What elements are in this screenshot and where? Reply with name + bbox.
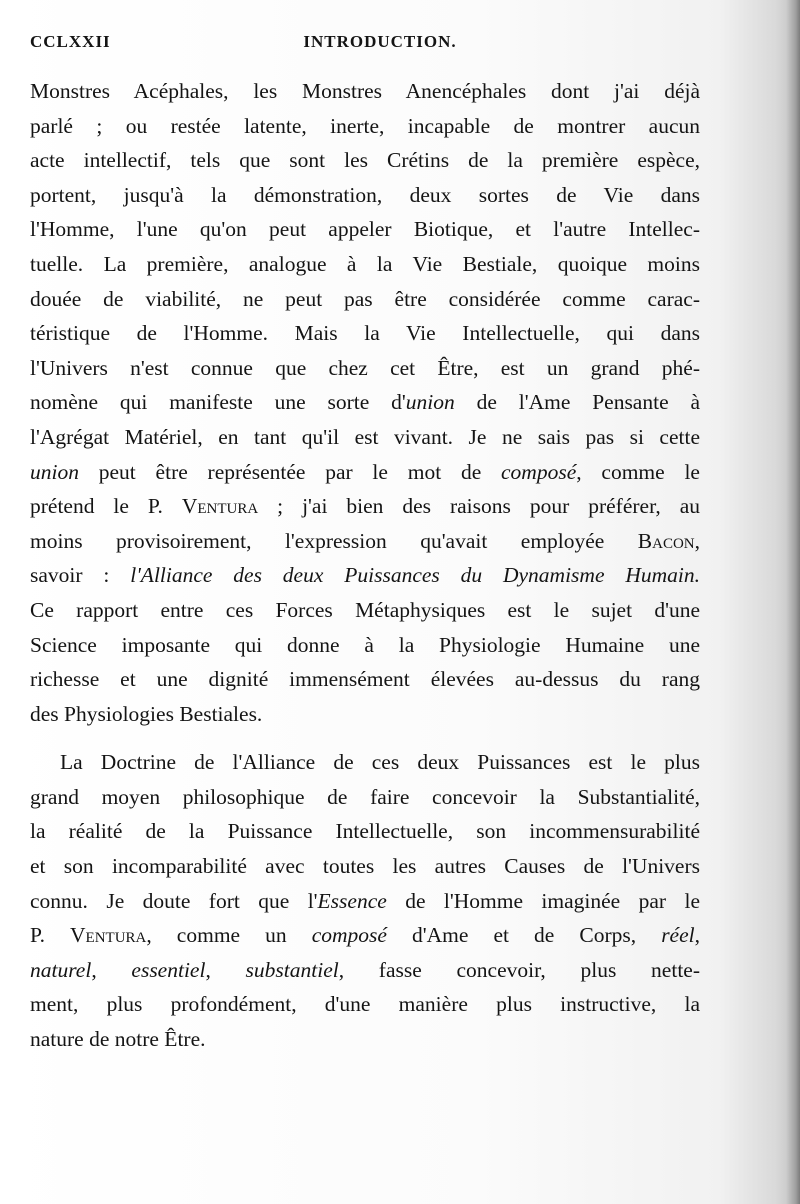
text-line bbox=[30, 455, 700, 490]
italic-run: substantiel bbox=[245, 957, 339, 982]
text-line: l'Homme, l'une qu'on peut appeler Biotique, et l'autre Intellec- bbox=[30, 217, 700, 242]
text-run: , comme le bbox=[576, 459, 700, 484]
paragraph-gap bbox=[30, 731, 700, 745]
text-line: La Doctrine de l'Alliance de ces deux Puissances est le plus bbox=[60, 750, 700, 775]
text-run: peut être représentée par le mot de bbox=[78, 459, 502, 484]
text-run: , comme un bbox=[146, 923, 312, 948]
text-run: , bbox=[91, 957, 132, 982]
italic-run: naturel bbox=[30, 957, 92, 982]
text-run: ; j'ai bien des raisons pour préférer, au bbox=[258, 494, 700, 519]
text-run: de l'Homme imaginée par le bbox=[386, 888, 700, 913]
text-line: nature de notre Être. bbox=[30, 1027, 206, 1052]
author-name: Ventura bbox=[181, 494, 259, 519]
italic-run: composé bbox=[501, 459, 577, 484]
text-line: Ce rapport entre ces Forces Métaphysiques est le sujet d'une bbox=[30, 597, 700, 622]
text-run: , fasse concevoir, plus nette- bbox=[338, 957, 700, 982]
italic-run: essentiel bbox=[131, 957, 206, 982]
text-line: tuelle. La première, analogue à la Vie Bestiale, quoique moins bbox=[30, 251, 700, 276]
text-line: des Physiologies Bestiales. bbox=[30, 701, 263, 726]
text-run: nomène qui manifeste une sorte d' bbox=[30, 390, 406, 415]
text-line bbox=[30, 558, 700, 593]
text-run: savoir : bbox=[30, 563, 131, 588]
italic-run: l'Alliance des deux Puissances du Dynamisme Humain. bbox=[130, 563, 700, 588]
text-line: téristique de l'Homme. Mais la Vie Intellectuelle, qui dans bbox=[30, 321, 700, 346]
text-line bbox=[30, 489, 700, 524]
text-run: , bbox=[694, 923, 700, 948]
text-run: d'Ame et de Corps, bbox=[386, 923, 662, 948]
italic-run: composé bbox=[311, 923, 387, 948]
running-title: INTRODUCTION. bbox=[303, 32, 457, 51]
page-edge-shadow bbox=[786, 0, 800, 1204]
text-line: douée de viabilité, ne peut pas être considérée comme carac- bbox=[30, 286, 700, 311]
text-line: et son incomparabilité avec toutes les autres Causes de l'Univers bbox=[30, 854, 700, 879]
text-run: de l'Ame Pensante à bbox=[454, 390, 700, 415]
text-run: moins provisoirement, l'expression qu'avait employée bbox=[30, 528, 638, 553]
author-name: Bacon bbox=[637, 528, 695, 553]
paragraph bbox=[30, 745, 700, 1056]
text-line: l'Agrégat Matériel, en tant qu'il est vivant. Je ne sais pas si cette bbox=[30, 424, 700, 449]
text-run: P. bbox=[30, 923, 71, 948]
text-line: ment, plus profondément, d'une manière plus instructive, la bbox=[30, 992, 700, 1017]
text-line: parlé ; ou restée latente, inerte, incapable de montrer aucun bbox=[30, 113, 700, 138]
italic-run: union bbox=[30, 459, 79, 484]
text-line: portent, jusqu'à la démonstration, deux sortes de Vie dans bbox=[30, 182, 700, 207]
page-header bbox=[30, 32, 730, 56]
text-line: Science imposante qui donne à la Physiologie Humaine une bbox=[30, 632, 700, 657]
text-line bbox=[30, 524, 700, 559]
text-run: connu. Je doute fort que l' bbox=[30, 888, 318, 913]
text-line bbox=[30, 918, 700, 953]
text-line: acte intellectif, tels que sont les Crétins de la première espèce, bbox=[30, 148, 700, 173]
text-run: , bbox=[694, 528, 700, 553]
text-line bbox=[30, 953, 700, 988]
text-line: richesse et une dignité immensément élevées au-dessus du rang bbox=[30, 667, 700, 692]
italic-run: Essence bbox=[317, 888, 387, 913]
author-name: Ventura bbox=[70, 923, 147, 948]
text-line: la réalité de la Puissance Intellectuelle, son incommensurabilité bbox=[30, 819, 700, 844]
text-line: l'Univers n'est connue que chez cet Être, est un grand phé- bbox=[30, 355, 700, 380]
body-text bbox=[30, 74, 700, 1057]
page-number: CCLXXII bbox=[30, 32, 111, 51]
paragraph bbox=[30, 74, 700, 731]
text-line bbox=[30, 385, 700, 420]
text-line bbox=[30, 884, 700, 919]
italic-run: union bbox=[405, 390, 455, 415]
text-run: prétend le P. bbox=[30, 494, 182, 519]
text-run: , bbox=[205, 957, 246, 982]
italic-run: réel bbox=[661, 923, 695, 948]
text-line: grand moyen philosophique de faire concevoir la Substantialité, bbox=[30, 784, 700, 809]
text-line: Monstres Acéphales, les Monstres Anencéphales dont j'ai déjà bbox=[30, 79, 700, 103]
